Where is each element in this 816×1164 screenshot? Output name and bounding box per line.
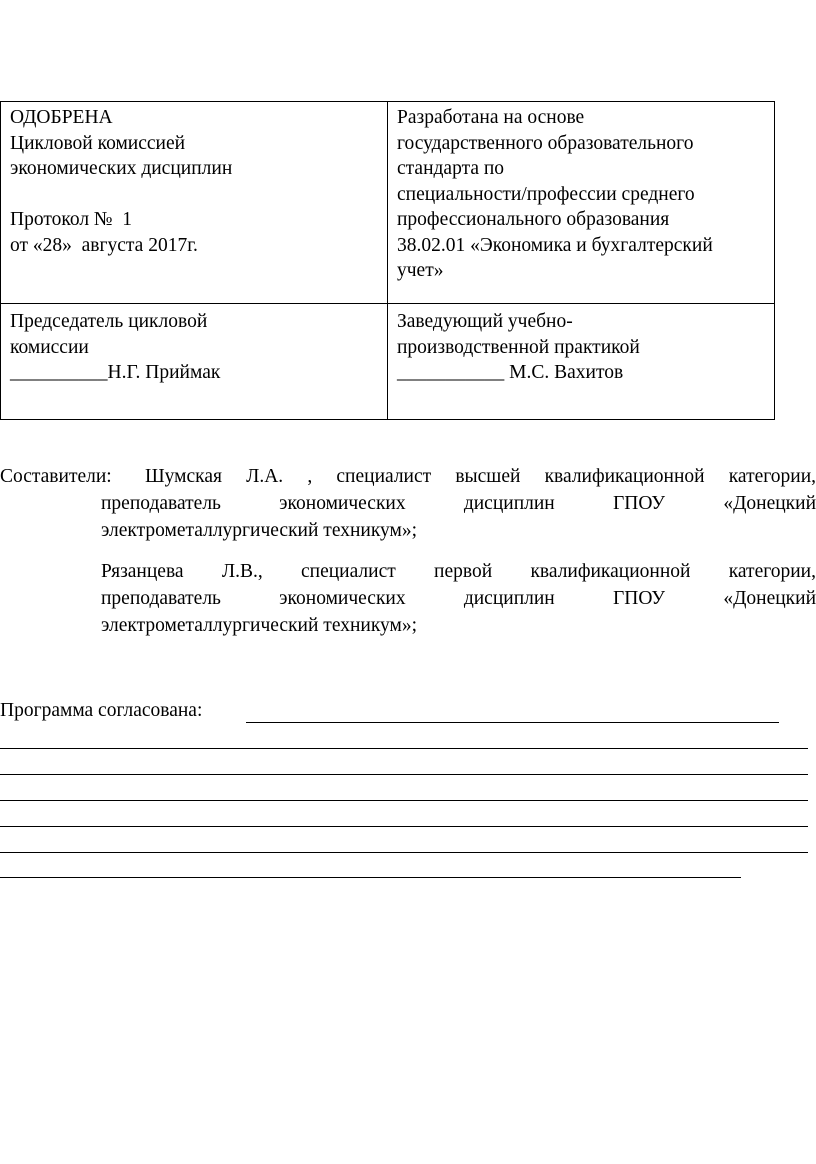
head-title-1: Заведующий учебно- (397, 311, 573, 332)
author-first (101, 463, 816, 544)
chairman-title-1: Председатель цикловой (10, 311, 208, 332)
agreement-blank-rule-4 (0, 826, 808, 827)
agreement-section (0, 700, 816, 727)
approved-heading: ОДОБРЕНА (10, 107, 113, 128)
author-second-line-3: электрометаллургический техникум»; (101, 615, 418, 636)
chairman-cell (1, 304, 388, 420)
approval-table (0, 101, 775, 420)
agreement-first-line (0, 700, 816, 727)
agreement-blank-rule-2 (0, 774, 808, 775)
approval-row-top (1, 102, 775, 304)
developed-line-4: специальности/профессии среднего (397, 183, 695, 205)
agreement-blank-rule-1 (0, 748, 808, 749)
protocol-date: от «28» августа 2017г. (10, 234, 198, 256)
agreement-blank-rule-5 (0, 852, 808, 853)
head-signature: ___________ М.С. Вахитов (397, 362, 624, 383)
author-second (101, 558, 816, 639)
approval-row-bottom (1, 304, 775, 420)
author-first-line-2: преподаватель экономических дисциплин ГПОУ «Донецкий (101, 493, 816, 514)
agreement-blank-rule-0 (246, 722, 779, 723)
approved-spacer (10, 182, 387, 208)
developed-cell (388, 102, 775, 304)
agreement-blank-rule-3 (0, 800, 808, 801)
developed-line-3: стандарта по (397, 158, 505, 179)
developed-line-5: профессионального образования (397, 209, 670, 230)
head-title-2: производственной практикой (397, 336, 640, 358)
authors-label: Составители: (0, 466, 112, 487)
chairman-signature: __________Н.Г. Приймак (10, 362, 221, 383)
approved-cell (1, 102, 388, 304)
approved-department: экономических дисциплин (10, 158, 233, 179)
approved-committee: Цикловой комиссией (10, 132, 186, 154)
author-row-1 (0, 463, 816, 544)
developed-line-6: 38.02.01 «Экономика и бухгалтерский (397, 234, 713, 256)
author-second-line-2: преподаватель экономических дисциплин ГПОУ «Донецкий (101, 588, 816, 609)
authors-section (0, 463, 816, 639)
author-first-line-1: Шумская Л.А. , специалист высшей квалификационной категории, (145, 466, 816, 487)
head-cell (388, 304, 775, 420)
developed-line-7: учет» (397, 260, 444, 281)
protocol-number: Протокол № 1 (10, 209, 133, 230)
agreement-blank-rule-6 (0, 877, 741, 878)
agreement-label: Программа согласована: (0, 700, 203, 721)
developed-line-1: Разработана на основе (397, 107, 585, 128)
chairman-title-2: комиссии (10, 336, 89, 358)
author-first-line-3: электрометаллургический техникум»; (101, 520, 418, 541)
author-second-line-1: Рязанцева Л.В., специалист первой квалификационной категории, (101, 561, 816, 582)
developed-line-2: государственного образовательного (397, 132, 694, 154)
